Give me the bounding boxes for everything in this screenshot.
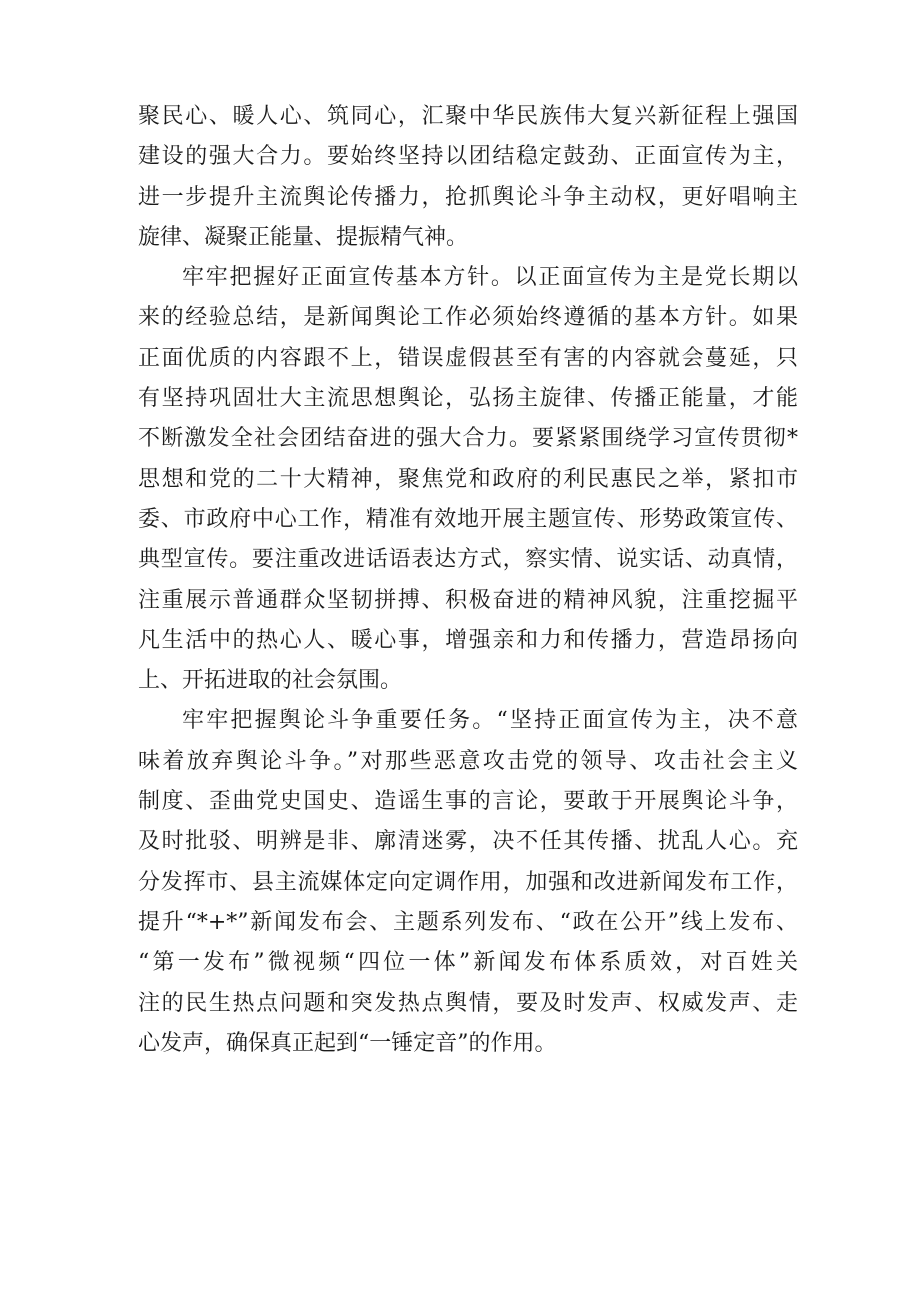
text-line: 凡生活中的热心人、暖心事，增强亲和力和传播力，营造昂扬向 [138,627,798,653]
text-line: 典型宣传。要注重改进话语表达方式，察实情、说实话、动真情， [138,547,798,573]
text-line: 正面优质的内容跟不上，错误虚假甚至有害的内容就会蔓延，只 [138,345,798,371]
paragraph-public-opinion-struggle [138,701,798,1064]
text-line: 提升“*+*”新闻发布会、主题系列发布、“政在公开”线上发布、 [138,909,798,935]
text-line: 委、市政府中心工作，精准有效地开展主题宣传、形势政策宣传、 [138,506,798,532]
text-line: 注重展示普通群众坚韧拼搏、积极奋进的精神风貌，注重挖掘平 [138,587,798,613]
text-line: 分发挥市、县主流媒体定向定调作用，加强和改进新闻发布工作， [138,869,798,895]
text-line: 及时批驳、明辨是非、廓清迷雾，决不任其传播、扰乱人心。充 [138,829,798,855]
text-line: 来的经验总结，是新闻舆论工作必须始终遵循的基本方针。如果 [138,305,798,331]
text-line: 不断激发全社会团结奋进的强大合力。要紧紧围绕学习宣传贯彻* [138,426,798,452]
text-line: 旋律、凝聚正能量、提振精气神。 [138,224,469,250]
text-line: 注的民生热点问题和突发热点舆情，要及时发声、权威发声、走 [138,990,798,1016]
text-line: 思想和党的二十大精神，聚焦党和政府的利民惠民之举，紧扣市 [138,466,798,492]
text-line: 牢牢把握好正面宣传基本方针。以正面宣传为主是党长期以 [182,265,798,291]
paragraph-intro [138,97,798,258]
text-line: 聚民心、暖人心、筑同心，汇聚中华民族伟大复兴新征程上强国 [138,104,798,129]
text-line: 牢牢把握舆论斗争重要任务。“坚持正面宣传为主，决不意 [182,708,798,734]
text-line: 制度、歪曲党史国史、造谣生事的言论，要敢于开展舆论斗争， [138,789,798,815]
document-body [138,97,798,1064]
text-line: 进一步提升主流舆论传播力，抢抓舆论斗争主动权，更好唱响主 [138,184,798,210]
text-line: 上、开拓进取的社会氛围。 [138,668,403,694]
paragraph-positive-publicity [138,258,798,701]
text-line: “第一发布”微视频“四位一体”新闻发布体系质效，对百姓关 [138,950,798,976]
text-line: 有坚持巩固壮大主流思想舆论，弘扬主旋律、传播正能量，才能 [138,386,798,412]
text-line: 味着放弃舆论斗争。”对那些恶意攻击党的领导、攻击社会主义 [138,748,798,774]
text-line: 心发声，确保真正起到“一锤定音”的作用。 [138,1030,557,1056]
text-line: 建设的强大合力。要始终坚持以团结稳定鼓劲、正面宣传为主， [138,144,798,170]
